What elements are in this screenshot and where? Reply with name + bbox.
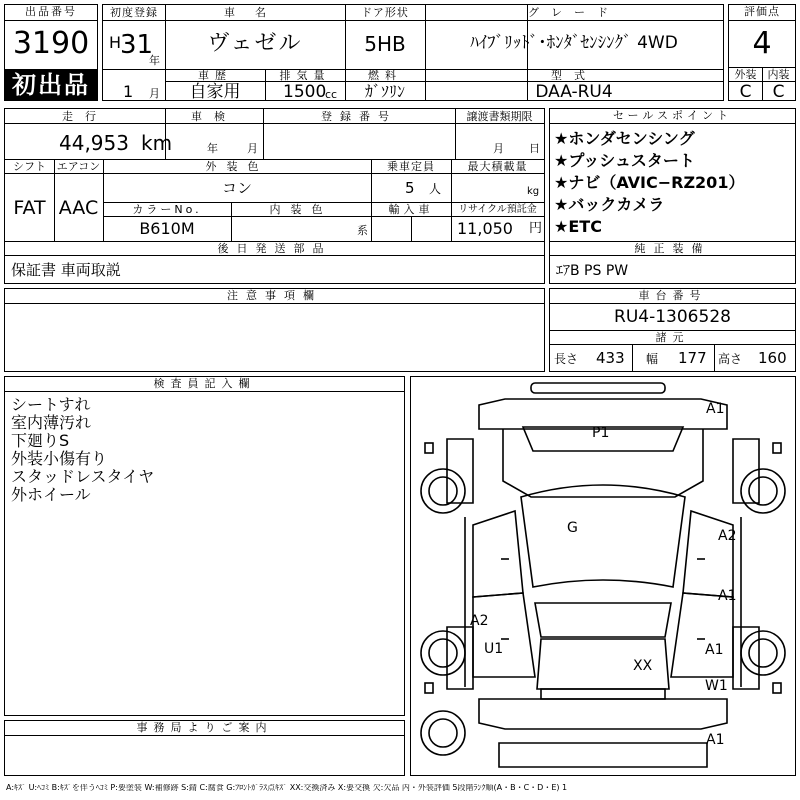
load-unit: kg xyxy=(527,186,540,197)
inspector-line: 室内薄汚れ xyxy=(11,413,92,432)
score-label: 評価点 xyxy=(729,5,795,21)
name-label: 車名 xyxy=(224,6,286,19)
ext-label: 外装 xyxy=(734,68,757,81)
recycle-label: リサイクル預託金 xyxy=(458,204,537,215)
score-box xyxy=(728,4,796,101)
standard-equipment-label: 純正装備 xyxy=(634,242,711,255)
mileage-unit: km xyxy=(141,131,173,155)
damage-mark: W1 xyxy=(705,678,728,694)
width: 177 xyxy=(678,349,707,367)
chassis-box xyxy=(549,288,796,372)
interior-color-label: 内装色 xyxy=(269,203,333,216)
model: DAA-RU4 xyxy=(535,82,613,102)
fuel-label: 燃料 xyxy=(368,69,402,82)
history: 自家用 xyxy=(189,82,241,102)
shift: FAT xyxy=(13,197,46,219)
recycle-unit: 円 xyxy=(529,221,543,236)
ext-grade: C xyxy=(739,82,752,102)
width-label: 幅 xyxy=(646,352,659,366)
dims-label: 諸元 xyxy=(655,331,690,344)
inspector-box xyxy=(4,376,405,716)
damage-mark: A1 xyxy=(718,588,737,604)
damage-mark: A2 xyxy=(718,528,737,544)
inspection-month-unit: 月 xyxy=(247,142,258,155)
chassis-label: 車台番号 xyxy=(550,289,795,304)
length-label: 長さ xyxy=(554,352,579,366)
fuel: ｶﾞｿﾘﾝ xyxy=(364,82,405,101)
inspector-line: 下廻りS xyxy=(11,431,70,450)
inspection-label: 車検 xyxy=(191,110,237,123)
first-listing-badge: 初出品 xyxy=(5,69,97,101)
capacity: 5 xyxy=(405,179,415,197)
inspection-year-unit: 年 xyxy=(207,142,218,155)
capacity-unit: 人 xyxy=(429,182,442,196)
later-parts: 保証書 車両取説 xyxy=(11,261,121,279)
length: 433 xyxy=(596,349,625,367)
legend: A:ｷｽﾞ U:ﾍｺﾐ B:ｷｽﾞを伴うﾍｺﾐ P:要塗装 W:補修跡 S:錆 C:腐食 G:ﾌﾛﾝﾄｶﾞﾗｽ点ｷｽﾞ XX:交換済み X:要交換 欠:欠品 内・外装評価 5段階ﾗﾝｸ順(A・B・C・D・E) 1 xyxy=(6,784,568,792)
later-parts-label: 後日発送部品 xyxy=(217,242,332,255)
capacity-label: 乗車定員 xyxy=(387,160,435,173)
reg-year: 31 xyxy=(120,30,154,60)
reg-month: 1 xyxy=(123,82,134,101)
damage-mark: G xyxy=(567,520,578,536)
lot-number-box xyxy=(4,4,98,101)
grade-label: グレード xyxy=(528,6,620,19)
displacement-unit: cc xyxy=(325,88,338,101)
reg-label: 初度登録 xyxy=(110,6,158,19)
transfer-day-unit: 日 xyxy=(529,142,540,155)
recycle-amount: 11,050 xyxy=(457,219,513,238)
exterior-color: コン xyxy=(221,179,252,197)
transfer-label: 譲渡書類期限 xyxy=(466,110,533,123)
interior-color-unit: 系 xyxy=(357,224,368,237)
lot-number: 3190 xyxy=(12,26,90,61)
details-box xyxy=(4,108,545,284)
reg-number-label: 登録番号 xyxy=(321,110,397,123)
sales-point-item: ★プッシュスタート xyxy=(554,151,695,170)
sales-point-item: ★ホンダセンシング xyxy=(554,129,695,148)
int-label: 内装 xyxy=(767,68,790,81)
inspector-line: シートすれ xyxy=(11,395,91,414)
load-label: 最大積載量 xyxy=(467,160,528,173)
displacement-label: 排気量 xyxy=(279,69,331,82)
import-label: 輸入車 xyxy=(388,203,434,216)
inspector-line: スタッドレスタイヤ xyxy=(11,467,155,486)
office-label: 事務局よりご案内 xyxy=(5,721,404,736)
int-grade: C xyxy=(772,82,785,102)
vehicle-header-box xyxy=(102,4,724,101)
sales-points-box xyxy=(549,108,796,284)
damage-diagram xyxy=(410,376,796,776)
month-unit: 月 xyxy=(149,87,160,100)
notes-box xyxy=(4,288,545,372)
shift-label: シフト xyxy=(13,160,46,173)
sales-points-label: セールスポイント xyxy=(550,109,795,124)
transfer-month-unit: 月 xyxy=(493,142,504,155)
notes-label: 注意事項欄 xyxy=(5,289,544,304)
chassis-number: RU4-1306528 xyxy=(614,307,731,327)
grade: ﾊｲﾌﾞﾘｯﾄﾞ･ﾎﾝﾀﾞｾﾝｼﾝｸﾞ 4WD xyxy=(470,33,678,53)
height: 160 xyxy=(758,349,787,367)
damage-mark: A1 xyxy=(706,732,725,748)
mileage: 44,953 xyxy=(59,131,129,155)
sales-point-item: ★ETC xyxy=(554,217,602,236)
damage-mark: A2 xyxy=(470,613,489,629)
damage-mark: U1 xyxy=(484,641,504,657)
damage-mark: P1 xyxy=(592,425,610,441)
door-type: 5HB xyxy=(364,32,406,56)
sales-point-item: ★ナビ（AVIC−RZ201） xyxy=(554,173,745,192)
damage-mark: A1 xyxy=(706,401,725,417)
color-label: 外装色 xyxy=(205,160,269,173)
ac: AAC xyxy=(58,197,99,219)
score: 4 xyxy=(752,26,772,61)
history-label: 車歴 xyxy=(198,69,232,82)
damage-mark: XX xyxy=(633,658,653,674)
damage-mark: A1 xyxy=(705,642,724,658)
height-label: 高さ xyxy=(718,352,743,366)
car-name: ヴェゼル xyxy=(207,31,303,56)
color-no: B610M xyxy=(139,219,195,238)
color-no-label: カラーNo. xyxy=(132,203,202,216)
door-label: ドア形状 xyxy=(361,6,409,19)
standard-equipment: ｴｱB PS PW xyxy=(556,263,629,279)
inspector-label: 検査員記入欄 xyxy=(5,377,404,392)
year-unit: 年 xyxy=(149,54,160,67)
displacement: 1500 xyxy=(283,82,327,102)
inspector-line: 外装小傷有り xyxy=(11,449,108,468)
lot-number-label: 出品番号 xyxy=(5,5,97,21)
era: H xyxy=(109,33,122,52)
sales-point-item: ★バックカメラ xyxy=(554,195,665,214)
office-box xyxy=(4,720,405,776)
model-label: 型式 xyxy=(551,69,597,82)
mileage-label: 走行 xyxy=(62,110,108,123)
ac-label: エアコン xyxy=(56,160,101,173)
inspector-line: 外ホイール xyxy=(11,485,91,504)
